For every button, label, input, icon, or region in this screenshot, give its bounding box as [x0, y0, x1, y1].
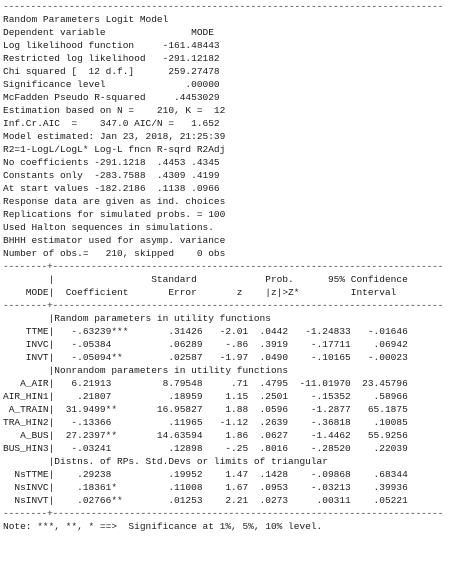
table-header-line: | Standard Prob. 95% Confidence [3, 274, 408, 285]
summary-line: Restricted log likelihood -291.12182 [3, 53, 220, 64]
significance-note: Note: ***, **, * ==> Significance at 1%, 5%, 10% level. [3, 521, 323, 532]
table-row: A_AIR| 6.21913 8.79548 .71 .4795 -11.01970 23.45796 [3, 378, 408, 389]
table-section-heading: |Distns. of RPs. Std.Devs or limits of triangular [3, 456, 328, 467]
separator-bottom: --------+----------------------------------------------------------------------- [3, 508, 444, 519]
table-row: A_TRAIN| 31.9499** 16.95827 1.88 .0596 -1.2877 65.1875 [3, 404, 408, 415]
table-row: NsTTME| .29238 .19952 1.47 .1428 -.09868 .68344 [3, 469, 408, 480]
table-row: INVT| -.05094** .02587 -1.97 .0490 -.10165 -.00023 [3, 352, 408, 363]
table-row: TRA_HIN2| -.13366 .11965 -1.12 .2639 -.36818 .10085 [3, 417, 408, 428]
summary-line: Log likelihood function -161.48443 [3, 40, 220, 51]
table-section-heading: |Random parameters in utility functions [3, 313, 271, 324]
summary-line: McFadden Pseudo R-squared .4453029 [3, 92, 220, 103]
table-row: NsINVC| .18361* .11008 1.67 .0953 -.03213 .39936 [3, 482, 408, 493]
summary-line: At start values -182.2186 .1138 .0966 [3, 183, 220, 194]
table-row: TTME| -.63239*** .31426 -2.01 .0442 -1.24833 -.01646 [3, 326, 408, 337]
summary-line: Inf.Cr.AIC = 347.0 AIC/N = 1.652 [3, 118, 220, 129]
summary-line: Replications for simulated probs. = 100 [3, 209, 226, 220]
table-row: AIR_HIN1| .21807 .18959 1.15 .2501 -.15352 .58966 [3, 391, 408, 402]
separator-top: -------------------------------------------------------------------------------- [3, 1, 444, 12]
summary-line: Estimation based on N = 210, K = 12 [3, 105, 226, 116]
summary-line: Response data are given as ind. choices [3, 196, 226, 207]
table-row: BUS_HIN3| -.03241 .12898 -.25 .8016 -.28520 .22039 [3, 443, 408, 454]
summary-line: No coefficients -291.1218 .4453 .4345 [3, 157, 220, 168]
summary-line: R2=1-LogL/LogL* Log-L fncn R-sqrd R2Adj [3, 144, 226, 155]
coefficient-table [3, 312, 465, 507]
summary-line: Significance level .00000 [3, 79, 220, 90]
summary-line: Chi squared [ 12 d.f.] 259.27478 [3, 66, 220, 77]
summary-line: Random Parameters Logit Model [3, 14, 169, 25]
table-section-heading: |Nonrandom parameters in utility functions [3, 365, 289, 376]
summary-line: Dependent variable MODE [3, 27, 214, 38]
summary-line: BHHH estimator used for asymp. variance [3, 235, 226, 246]
summary-line: Number of obs.= 210, skipped 0 obs [3, 248, 226, 259]
summary-line: Constants only -283.7588 .4309 .4199 [3, 170, 220, 181]
separator-header: --------+----------------------------------------------------------------------- [3, 300, 444, 311]
table-header-line: MODE| Coefficient Error z |z|>Z* Interval [3, 287, 397, 298]
summary-block [3, 13, 465, 260]
summary-line: Used Halton sequences in simulations. [3, 222, 214, 233]
summary-line: Model estimated: Jan 23, 2018, 21:25:39 [3, 131, 226, 142]
table-row: INVC| -.05384 .06289 -.86 .3919 -.17711 .06942 [3, 339, 408, 350]
separator-mid: --------+----------------------------------------------------------------------- [3, 261, 444, 272]
table-row: NsINVT| .02766** .01253 2.21 .0273 .00311 .05221 [3, 495, 408, 506]
table-row: A_BUS| 27.2397** 14.63594 1.86 .0627 -1.4462 55.9256 [3, 430, 408, 441]
